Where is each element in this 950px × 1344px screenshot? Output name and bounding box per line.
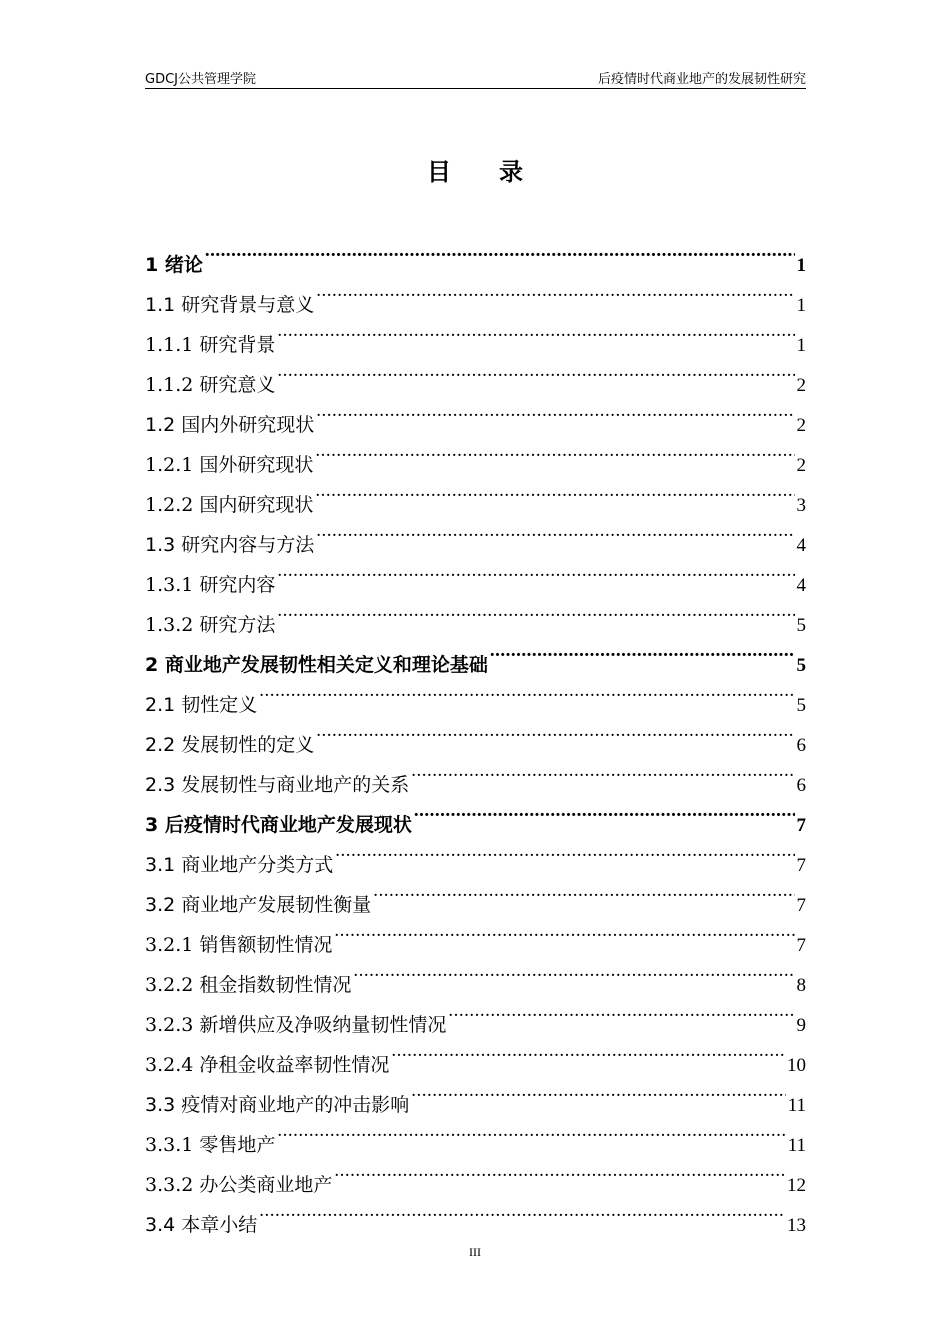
toc-entry-page: 5 xyxy=(796,615,806,636)
toc-entry-page: 8 xyxy=(796,975,806,996)
toc-entry-label: 3 后疫情时代商业地产发展现状 xyxy=(145,814,412,836)
toc-entry-label: 2.3 发展韧性与商业地产的关系 xyxy=(145,774,410,796)
toc-entry-label: 3.3 疫情对商业地产的冲击影响 xyxy=(145,1094,410,1116)
toc-leader-dots xyxy=(316,711,794,751)
toc-leader-dots xyxy=(316,391,794,431)
toc-entry-page: 11 xyxy=(787,1135,806,1156)
toc-leader-dots xyxy=(315,431,794,471)
toc-leader-dots xyxy=(411,751,794,791)
toc-leader-dots xyxy=(277,351,794,391)
toc-entry-page: 6 xyxy=(796,735,806,756)
toc-leader-dots xyxy=(334,911,794,951)
table-of-contents xyxy=(145,231,806,1236)
toc-entry-label: 1.2 国内外研究现状 xyxy=(145,414,315,436)
toc-entry-label: 1.1 研究背景与意义 xyxy=(145,294,315,316)
toc-entry-label: 1.3.2 研究方法 xyxy=(145,614,276,636)
toc-leader-dots xyxy=(259,671,794,711)
toc-entry-label: 2 商业地产发展韧性相关定义和理论基础 xyxy=(145,654,488,676)
toc-entry-page: 2 xyxy=(796,375,806,396)
toc-entry-page: 5 xyxy=(796,695,806,716)
toc-leader-dots xyxy=(448,991,794,1031)
toc-entry-page: 1 xyxy=(796,335,806,356)
toc-leader-dots xyxy=(316,271,794,311)
toc-entry-label: 2.2 发展韧性的定义 xyxy=(145,734,315,756)
toc-entry-label: 1 绪论 xyxy=(145,254,203,276)
toc-entry-label: 3.2.4 净租金收益率韧性情况 xyxy=(145,1054,390,1076)
toc-entry-label: 3.4 本章小结 xyxy=(145,1214,258,1236)
toc-entry-page: 7 xyxy=(796,855,806,876)
header-institution: GDCJ公共管理学院 xyxy=(145,72,256,87)
toc-entry-label: 1.2.2 国内研究现状 xyxy=(145,494,314,516)
toc-entry-page: 6 xyxy=(796,775,806,796)
toc-entry-label: 2.1 韧性定义 xyxy=(145,694,258,716)
toc-entry-page: 2 xyxy=(796,455,806,476)
toc-leader-dots xyxy=(334,1151,785,1191)
toc-leader-dots xyxy=(353,951,794,991)
toc-entry[interactable] xyxy=(145,231,806,276)
toc-leader-dots xyxy=(391,1031,785,1071)
toc-title: 目录 xyxy=(427,158,571,186)
page-number: III xyxy=(469,1245,481,1259)
toc-entry-label: 3.2.3 新增供应及净吸纳量韧性情况 xyxy=(145,1014,447,1036)
toc-entry-page: 1 xyxy=(796,295,806,316)
toc-leader-dots xyxy=(373,871,794,911)
toc-entry-page: 10 xyxy=(787,1055,806,1076)
toc-entry-page: 13 xyxy=(787,1215,806,1236)
toc-entry-label: 1.2.1 国外研究现状 xyxy=(145,454,314,476)
toc-entry-label: 1.1.1 研究背景 xyxy=(145,334,276,356)
toc-entry-page: 1 xyxy=(796,255,806,276)
toc-entry-page: 9 xyxy=(796,1015,806,1036)
toc-entry-page: 4 xyxy=(796,535,806,556)
toc-entry-label: 1.1.2 研究意义 xyxy=(145,374,276,396)
toc-entry-label: 1.3.1 研究内容 xyxy=(145,574,276,596)
toc-entry-label: 3.2.2 租金指数韧性情况 xyxy=(145,974,352,996)
toc-entry-page: 7 xyxy=(796,815,806,836)
toc-entry-label: 3.3.2 办公类商业地产 xyxy=(145,1174,333,1196)
toc-leader-dots xyxy=(411,1071,785,1111)
toc-entry-page: 2 xyxy=(796,415,806,436)
toc-leader-dots xyxy=(277,311,794,351)
toc-entry-page: 7 xyxy=(796,935,806,956)
toc-entry-page: 7 xyxy=(796,895,806,916)
toc-leader-dots xyxy=(277,551,794,591)
page-header xyxy=(145,64,806,89)
toc-entry-page: 12 xyxy=(787,1175,806,1196)
toc-entry-label: 3.3.1 零售地产 xyxy=(145,1134,276,1156)
toc-leader-dots xyxy=(277,1111,785,1151)
toc-entry-label: 1.3 研究内容与方法 xyxy=(145,534,315,556)
toc-entry[interactable] xyxy=(145,271,806,316)
header-thesis-title: 后疫情时代商业地产的发展韧性研究 xyxy=(597,72,806,87)
toc-entry-page: 5 xyxy=(796,655,806,676)
toc-entry-label: 3.2.1 销售额韧性情况 xyxy=(145,934,333,956)
toc-leader-dots xyxy=(259,1191,785,1231)
toc-leader-dots xyxy=(277,591,794,631)
toc-leader-dots xyxy=(335,831,794,871)
toc-entry-page: 11 xyxy=(787,1095,806,1116)
toc-leader-dots xyxy=(414,791,795,831)
toc-entry-page: 3 xyxy=(796,495,806,516)
toc-entry-label: 3.2 商业地产发展韧性衡量 xyxy=(145,894,372,916)
toc-entry-page: 4 xyxy=(796,575,806,596)
toc-leader-dots xyxy=(316,511,794,551)
toc-leader-dots xyxy=(315,471,794,511)
toc-entry-label: 3.1 商业地产分类方式 xyxy=(145,854,334,876)
toc-leader-dots xyxy=(205,231,795,271)
toc-leader-dots xyxy=(490,631,795,671)
